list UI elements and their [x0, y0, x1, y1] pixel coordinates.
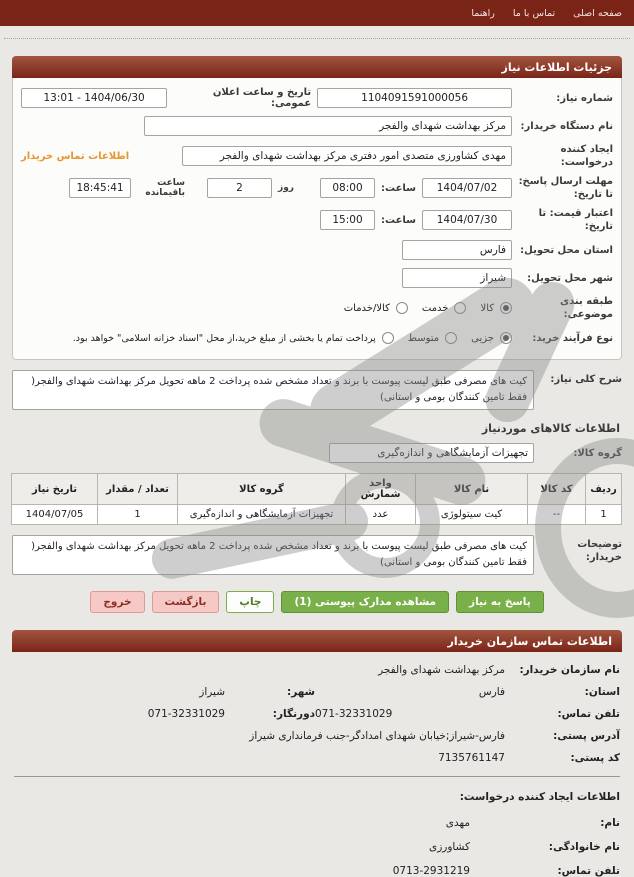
price-validity-hour-label: ساعت: — [380, 214, 416, 226]
reply-deadline-date: 1404/07/02 — [422, 178, 512, 198]
goods-group-row — [12, 443, 622, 463]
org-name-label: نام سازمان خریدار: — [519, 664, 620, 676]
need-number-value: 1104091591000056 — [317, 88, 512, 108]
buyer-contact-link[interactable]: اطلاعات تماس خریدار — [21, 150, 130, 162]
delivery-city-label: شهر محل تحویل: — [527, 272, 613, 284]
cell-item-name: کیت سیتولوژی — [416, 505, 528, 525]
top-navigation-bar — [0, 0, 634, 26]
request-creator-row — [21, 143, 613, 169]
subject-category-label: طبقه بندی موضوعی: — [559, 296, 613, 320]
phone-fax-row — [14, 708, 620, 720]
last-name-label: نام خانوادگی: — [548, 841, 620, 853]
section-header-need-details: جزئیات اطلاعات نیاز — [12, 56, 622, 78]
cell-quantity: 1 — [98, 505, 178, 525]
postal-address-value: فارس-شیراز;خیابان شهدای امدادگر-جنب فرمانداری شیراز — [249, 730, 505, 742]
print-button[interactable]: چاپ — [226, 591, 274, 613]
creator-phone-row — [14, 865, 620, 877]
dotted-separator — [4, 38, 630, 39]
table-row — [12, 505, 622, 525]
buyer-name-label: نام دستگاه خریدار: — [520, 120, 613, 132]
view-attachments-button[interactable]: مشاهده مدارک پیوستی (1) — [281, 591, 449, 613]
buyer-name-value: مرکز بهداشت شهدای والفجر — [144, 116, 512, 136]
address-row — [14, 730, 620, 742]
phone-label: تلفن تماس: — [557, 708, 620, 720]
topbar-item-home[interactable]: صفحه اصلی — [573, 7, 622, 19]
need-details-panel — [12, 78, 622, 360]
creator-phone-value: 0713-2931219 — [392, 865, 470, 877]
items-table — [11, 473, 622, 525]
process-radio-treasury[interactable] — [382, 332, 394, 344]
reply-to-need-button[interactable]: پاسخ به نیاز — [456, 591, 544, 613]
postal-code-label: کد پستی: — [570, 752, 620, 764]
city-label: شهر: — [287, 686, 315, 698]
last-name-value: کشاورزی — [429, 841, 470, 853]
org-name-row — [14, 664, 620, 676]
delivery-province-label: استان محل تحویل: — [520, 244, 613, 256]
buyer-name-row — [21, 115, 613, 137]
category-radio-goods-services[interactable] — [396, 302, 408, 314]
items-table-header-row — [12, 474, 622, 505]
cell-item-group: تجهیزات آزمایشگاهی و اندازه‌گیری — [178, 505, 346, 525]
first-name-label: نام: — [600, 817, 620, 829]
phone-value: 071-32331029 — [315, 708, 393, 720]
province-city-row — [14, 686, 620, 698]
cell-need-date: 1404/07/05 — [12, 505, 98, 525]
need-description-label: شرح کلی نیاز: — [550, 374, 622, 385]
postal-address-label: آدرس پستی: — [553, 730, 620, 742]
fax-value: 071-32331029 — [147, 708, 225, 720]
days-label: روز — [278, 182, 294, 193]
col-item-name: نام کالا — [416, 474, 528, 505]
back-button[interactable]: بازگشت — [152, 591, 220, 613]
category-radio-goods-label: کالا — [480, 302, 494, 314]
buyer-contact-info — [14, 664, 620, 764]
need-number-row — [21, 87, 613, 109]
col-item-group: گروه کالا — [178, 474, 346, 505]
price-validity-label: اعتبار قیمت: تا تاریخ: — [538, 208, 613, 232]
delivery-city-value: شیراز — [402, 268, 512, 288]
exit-button[interactable]: خروج — [90, 591, 144, 613]
topbar-item-help[interactable]: راهنما — [471, 7, 495, 19]
province-value: فارس — [478, 686, 505, 698]
request-creator-label: ایجاد کننده درخواست: — [560, 144, 613, 168]
reply-deadline-label: مهلت ارسال پاسخ: تا تاریخ: — [518, 176, 613, 200]
need-number-label: شماره نیاز: — [556, 92, 613, 104]
request-creator-value: مهدی کشاورزی متصدی امور دفتری مرکز بهداشت شهدای والفجر — [182, 146, 512, 166]
price-validity-time: 15:00 — [320, 210, 375, 230]
creator-first-name-row — [14, 817, 620, 829]
buyer-notes-label: توضیحات خریدار: — [577, 539, 622, 563]
price-validity-row — [21, 207, 613, 233]
delivery-province-row — [21, 239, 613, 261]
reply-deadline-hour-label: ساعت: — [380, 182, 416, 194]
goods-info-heading: اطلاعات کالاهای موردنیاز — [481, 422, 620, 435]
col-quantity: تعداد / مقدار — [98, 474, 178, 505]
first-name-value: مهدی — [445, 817, 470, 829]
process-radio-minor[interactable] — [500, 332, 512, 344]
remaining-hours-value: 18:45:41 — [69, 178, 131, 198]
process-radio-minor-label: جزیی — [471, 332, 494, 344]
need-description-text: کیت های مصرفی طبق لیست پیوست با برند و تعداد مشخص شده پرداخت 2 ماهه تحویل مرکز بهداشت شهدای والفجر( فقط تامین کنندگان بومی و استانی) — [12, 370, 534, 410]
process-radio-treasury-label: پرداخت تمام یا بخشی از مبلغ خرید،از محل "اسناد خزانه اسلامی" خواهد بود. — [72, 332, 376, 344]
fax-label: دورنگار: — [272, 708, 315, 720]
category-radio-goods[interactable] — [500, 302, 512, 314]
creator-phone-label: تلفن تماس: — [557, 865, 620, 877]
category-radio-service-label: خدمت — [421, 302, 449, 314]
col-item-code: کد کالا — [528, 474, 586, 505]
request-creator-info — [14, 791, 620, 877]
cell-item-code: -- — [528, 505, 586, 525]
section-header-buyer-contact: اطلاعات تماس سازمان خریدار — [12, 630, 622, 652]
goods-group-label: گروه کالا: — [573, 447, 622, 459]
goods-group-value: تجهیزات آزمایشگاهی و اندازه‌گیری — [329, 443, 534, 463]
reply-deadline-time: 08:00 — [320, 178, 375, 198]
cell-unit: عدد — [346, 505, 416, 525]
action-buttons — [0, 591, 634, 613]
province-label: استان: — [584, 686, 620, 698]
creator-last-name-row — [14, 841, 620, 853]
col-need-date: تاریخ نیاز — [12, 474, 98, 505]
section-divider — [14, 776, 620, 777]
category-radio-goods-services-label: کالا/خدمات — [343, 302, 390, 314]
postal-code-row — [14, 752, 620, 764]
remaining-hours-label: ساعت باقیمانده — [145, 177, 186, 198]
col-row-number: ردیف — [586, 474, 622, 505]
topbar-item-contact[interactable]: تماس با ما — [512, 7, 556, 19]
col-unit: واحد شمارش — [346, 474, 416, 505]
days-value: 2 — [207, 178, 272, 198]
need-description-row — [12, 370, 622, 410]
process-radio-medium[interactable] — [445, 332, 457, 344]
postal-code-value: 7135761147 — [438, 752, 505, 764]
org-name-value: مرکز بهداشت شهدای والفجر — [378, 664, 505, 676]
buyer-notes-row — [12, 535, 622, 575]
cell-row-number: 1 — [586, 505, 622, 525]
delivery-city-row — [21, 267, 613, 289]
purchase-process-row — [21, 327, 613, 349]
purchase-process-label: نوع فرآیند خرید: — [532, 332, 613, 344]
request-creator-heading: اطلاعات ایجاد کننده درخواست: — [459, 791, 620, 803]
announce-datetime-value: 13:01 - 1404/06/30 — [21, 88, 167, 108]
process-radio-medium-label: متوسط — [407, 332, 440, 344]
buyer-notes-text: کیت های مصرفی طبق لیست پیوست با برند و تعداد مشخص شده پرداخت 2 ماهه تحویل مرکز بهداشت شهدای والفجر( فقط تامین کنندگان بومی و استانی) — [12, 535, 534, 575]
city-value: شیراز — [199, 686, 225, 698]
delivery-province-value: فارس — [402, 240, 512, 260]
price-validity-date: 1404/07/30 — [422, 210, 512, 230]
category-radio-service[interactable] — [454, 302, 466, 314]
subject-category-row — [21, 295, 613, 321]
reply-deadline-row — [21, 175, 613, 201]
announce-datetime-label: تاریخ و ساعت اعلان عمومی: — [212, 87, 312, 109]
